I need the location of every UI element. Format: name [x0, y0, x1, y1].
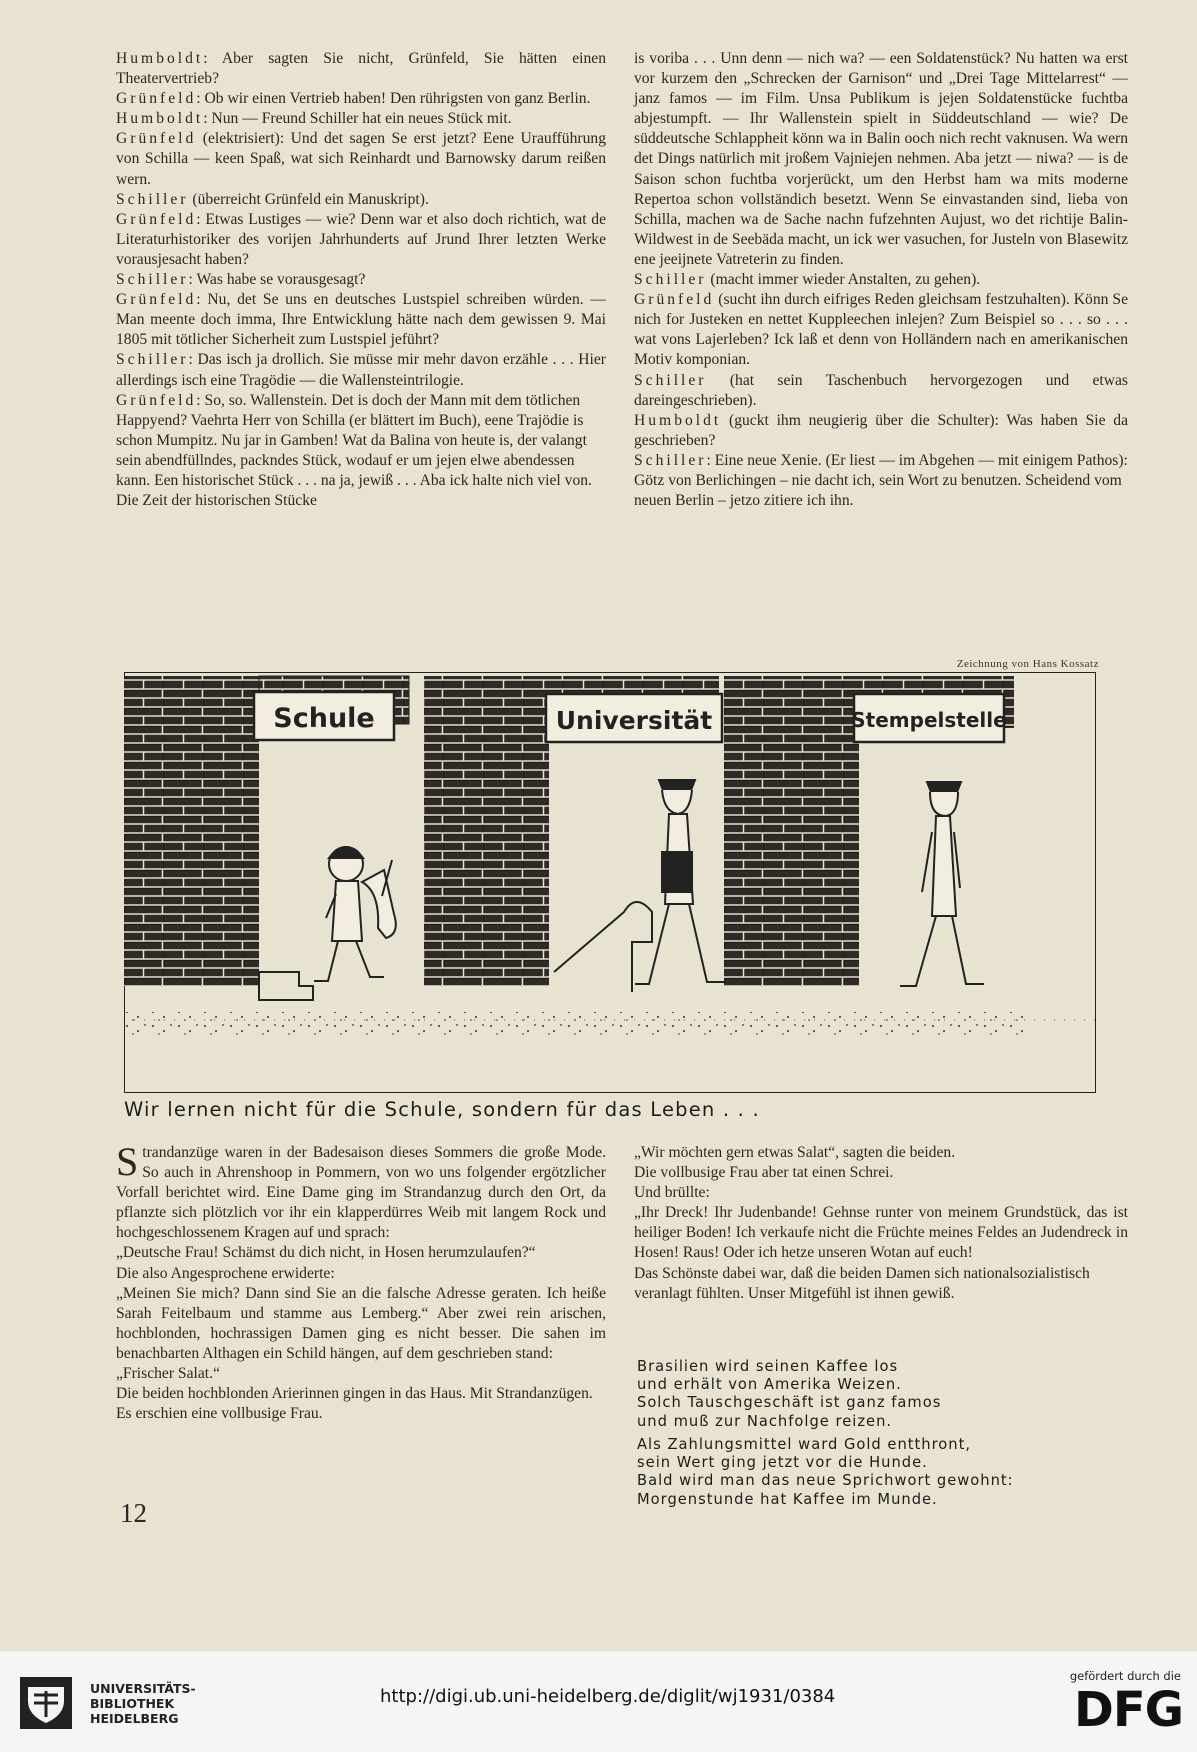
funding-note: gefördert durch die — [1069, 1669, 1181, 1683]
poem-stanza-2 — [637, 1436, 1127, 1509]
article-paragraph: Die also Angesprochene erwiderte: — [116, 1264, 335, 1282]
article-paragraph: Die vollbusige Frau aber tat einen Schrei. — [634, 1164, 894, 1182]
poem-line: und muß zur Nachfolge reizen. — [637, 1412, 893, 1430]
university-seal-icon — [20, 1677, 72, 1729]
poem-stanza-1 — [637, 1358, 1127, 1431]
cartoon-panel-unemployment-office — [724, 676, 1096, 1037]
dialogue-text: : Nu, det Se uns en deutsches Lustspiel schreiben würden. — Man meente doch imma, Ihre Entwicklung hätte nach dem gewissen 9. Mai 1805 mit tötlicher Sicherheit zum Lustspiel jeführt? — [116, 291, 606, 349]
dialogue-text: : Ob wir einen Vertrieb haben! Den rührigsten von ganz Berlin. — [196, 90, 591, 108]
dialogue-column-left — [116, 49, 606, 511]
dialogue-paragraph — [116, 350, 606, 390]
dialogue-paragraph — [634, 411, 1128, 451]
article-paragraph: „Frischer Salat.“ — [116, 1365, 220, 1383]
dialogue-text: : Etwas Lustiges — wie? Denn war et also doch richtich, wat de Literaturhistoriker des vorijen Jahrhunderts auf Jrund Ihrer letzten Werke vorausjesacht haben? — [116, 210, 606, 268]
poem-line: Bald wird man das neue Sprichwort gewohnt: — [637, 1472, 1014, 1490]
speaker-name: Grünfeld — [116, 291, 197, 309]
article-opening-paragraph: trandanzüge waren in der Badesaison dieses Sommers die große Mode. So auch in Ahrenshoop in Pommern, von wo uns folgender ergötzlicher Vorfall berichtet wird. Eine Dame ging im Strandanzug durch den Ort, da pflanzte sich plötzlich vor ihr ein klapperdürres Weib mit langem Rock und hochgeschlossenem Kragen auf und sprach: — [116, 1144, 606, 1242]
dialogue-text: is voriba . . . Unn denn — nich wa? — een Soldatenstück? Nu hatten wa erst vor kurzem den „Schrecken der Garnison“ und „Drei Tage Mittelarrest“ — janz famos — im Film. Unsa Publikum is jejen Soldatenstücke fuchtba abjestumpft. — Ihr Wallenstein spielt in Süddeutschland — wie? De süddeutsche Schlappheit könn wa in Balin ooch nich recht vaknusen. Wa wern det Dings natürlich mit jroßem Vajniejen nehmen. Aba jetzt — niwa? — is de Saison schon fuchtba vorjerückt, um den Herbst ham wa mits moderne Repertoa schon vollständich besetzt. Wenn Se einvastanden sind, lieba von Schilla, machen wa de Sache nachn fufzehnten Aujust, wo det richtije Balin-Wildwest in de Seebäda macht, un ick wer vasuchen, for Justeln von Blasewitz ene jeeijnete Vatreterin zu finden. — [634, 50, 1128, 268]
poem-line: Morgenstunde hat Kaffee im Munde. — [637, 1490, 938, 1508]
dialogue-text: (sucht ihn durch eifriges Reden gleichsam festzuhalten). Könn Se nich for Justeken en nettet Kuppleechen inlejen? Zum Beispiel so . . . so . . . wat vons Lajerleben? Ick laß et denn von Holländern nach en amerikanischen Motiv komponian. — [634, 291, 1128, 369]
cartoon-illustration — [124, 672, 1096, 1093]
dialogue-paragraph — [116, 290, 606, 350]
dialogue-paragraph — [116, 129, 606, 189]
dialogue-paragraph — [634, 451, 1128, 471]
dialogue-paragraph — [116, 391, 606, 512]
speaker-name: Schiller — [116, 271, 189, 289]
speaker-name: Grünfeld — [116, 391, 197, 409]
speaker-name: Humboldt — [116, 50, 204, 67]
dialogue-paragraph — [116, 190, 606, 210]
dialogue-paragraph — [634, 371, 1128, 411]
poem-line: Brasilien wird seinen Kaffee los — [637, 1358, 899, 1375]
sign-unemployment-office: Stempelstelle — [851, 708, 1007, 732]
dialogue-text: : So, so. Wallenstein. Det is doch der Mann mit dem tötlichen Happyend? Vaehrta Herr von Schilla (er blättert im Buch), eene Trajödie is schon Mumpitz. Nu jar in Gamben! Wat da Balina von heute is, der valangt sein abendfüllndes, packndes Stück, wodauf er um jejen elwe abendessen kann. Een historischet Stück . . . na ja, jewiß . . . Aba ick halte nich viel von. Die Zeit der historischen Stücke — [116, 391, 592, 510]
illustration-credit: Zeichnung von Hans Kossatz — [956, 658, 1099, 670]
dialogue-text: : Nun — Freund Schiller hat ein neues Stück mit. — [203, 110, 512, 128]
poem-line: Solch Tauschgeschäft ist ganz famos — [637, 1394, 942, 1412]
poem-line: Als Zahlungsmittel ward Gold entthront, — [637, 1436, 972, 1453]
dialogue-paragraph — [116, 89, 606, 109]
dialogue-paragraph — [116, 210, 606, 270]
article-column-right — [634, 1143, 1128, 1304]
article-paragraph: „Meinen Sie mich? Dann sind Sie an die falsche Adresse geraten. Ich heiße Sarah Feitelbaum und stamme aus Lemberg.“ Aber zwei rein arischen, hochblonden, hochrassigen Damen ging es nicht besser. Die sahen im benachbarten Althagen ein Schild hängen, auf dem geschrieben stand: — [116, 1284, 606, 1362]
footer-bar — [0, 1650, 1197, 1752]
page-number: 12 — [120, 1498, 147, 1528]
speaker-name: Schiller — [634, 271, 707, 289]
article-column-left — [116, 1139, 606, 1424]
speaker-name: Schiller — [116, 351, 189, 369]
speaker-name: Grünfeld — [116, 90, 197, 108]
cartoon-panel-school — [124, 676, 424, 1037]
sign-school: Schule — [273, 703, 375, 734]
dialogue-paragraph — [634, 471, 1128, 511]
dialogue-text: (guckt ihm neugierig über die Schulter): Was haben Sie da geschrieben? — [634, 411, 1128, 449]
dialogue-column-right — [634, 49, 1128, 511]
speaker-name: Humboldt — [116, 110, 204, 128]
sign-university: Universität — [555, 706, 713, 735]
library-name: UNIVERSITÄTS- BIBLIOTHEK HEIDELBERG — [90, 1681, 196, 1726]
dialogue-text: (elektrisiert): Und det sagen Se erst jetzt? Eene Uraufführung von Schilla — keen Spaß, wat sich Reinhardt und Barnowsky darum reißen wern. — [116, 130, 606, 188]
speaker-name: Schiller — [116, 190, 189, 208]
dialogue-text: (macht immer wieder Anstalten, zu gehen). — [706, 271, 981, 289]
dialogue-paragraph — [634, 270, 1128, 290]
dialogue-text: : Das isch ja drollich. Sie müsse mir mehr davon erzähle . . . Hier allerdings isch eine Tragödie — die Wallensteintrilogie. — [116, 351, 606, 389]
speaker-name: Grünfeld — [116, 210, 197, 228]
dialogue-text: : Eine neue Xenie. (Er liest — im Abgehen — mit einigem Pathos): — [706, 451, 1128, 469]
speaker-name: Schiller — [634, 451, 707, 469]
speaker-name: Grünfeld — [634, 291, 715, 309]
dialogue-paragraph — [634, 290, 1128, 370]
dialogue-text: (hat sein Taschenbuch hervorgezogen und etwas dareingeschrieben). — [634, 371, 1128, 409]
dialogue-text: : Aber sagten Sie nicht, Grünfeld, Sie hätten einen Theatervertrieb? — [116, 50, 606, 88]
speaker-name: Schiller — [634, 371, 707, 389]
cartoon-panel-university — [424, 676, 727, 1037]
permalink-url[interactable]: http://digi.ub.uni-heidelberg.de/diglit/wj1931/0384 — [380, 1686, 836, 1707]
dialogue-text: : Was habe se vorausgesagt? — [188, 271, 366, 289]
dialogue-paragraph — [116, 109, 606, 129]
article-paragraph: Das Schönste dabei war, daß die beiden Damen sich nationalsozialistisch veranlagt fühlten. Unser Mitgefühl ist ihnen gewiß. — [634, 1264, 1090, 1302]
article-paragraph: „Ihr Dreck! Ihr Judenbande! Gehnse runter von meinem Grundstück, das ist heiliger Boden! Ich verkaufe nicht die Früchte meines Feldes an Judendreck in Hosen! Raus! Oder ich hetze unseren Wotan auf euch! — [634, 1204, 1128, 1262]
poem-line: und erhält von Amerika Weizen. — [637, 1376, 902, 1394]
article-paragraph: Und brüllte: — [634, 1184, 710, 1202]
dialogue-paragraph — [116, 270, 606, 290]
speaker-name: Humboldt — [634, 411, 722, 429]
dialogue-paragraph — [634, 49, 1128, 270]
dialogue-text: Götz von Berlichingen – nie dacht ich, sein Wort zu benutzen. Scheidend vom neuen Berlin – jetzo zitiere ich ihn. — [634, 471, 1122, 510]
dialogue-paragraph — [116, 49, 606, 89]
dialogue-text: (überreicht Grünfeld ein Manuskript). — [188, 190, 429, 208]
poem-line: sein Wert ging jetzt vor die Hunde. — [637, 1454, 928, 1472]
speaker-name: Grünfeld — [116, 130, 197, 148]
article-paragraph: „Wir möchten gern etwas Salat“, sagten die beiden. — [634, 1144, 956, 1161]
article-paragraph: Die beiden hochblonden Arierinnen gingen in das Haus. Mit Strandanzügen. Es erschien eine vollbusige Frau. — [116, 1385, 593, 1423]
dfg-logo: DFG — [1073, 1682, 1183, 1738]
cartoon-caption: Wir lernen nicht für die Schule, sondern für das Leben . . . — [124, 1098, 760, 1121]
drop-cap: S — [116, 1139, 139, 1184]
article-paragraph: „Deutsche Frau! Schämst du dich nicht, in Hosen herumzulaufen?“ — [116, 1244, 536, 1262]
